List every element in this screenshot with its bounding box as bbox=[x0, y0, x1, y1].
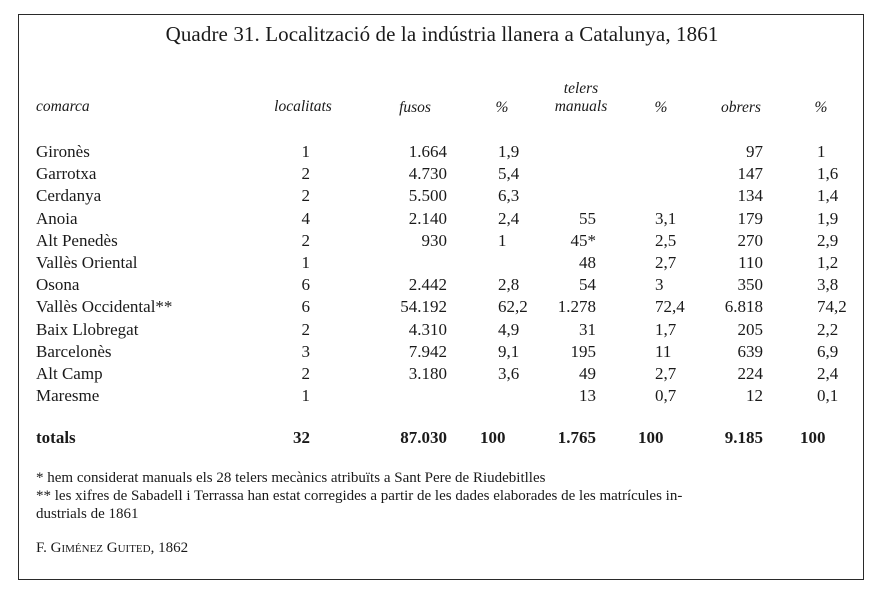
totals-label: totals bbox=[36, 428, 76, 447]
cell-localitats: 6 bbox=[301, 275, 310, 294]
cell-comarca: Vallès Oriental bbox=[36, 253, 138, 272]
cell-obrers: 350 bbox=[737, 275, 763, 294]
header-telers-line1: telers bbox=[563, 80, 599, 97]
cell-comarca: Cerdanya bbox=[36, 186, 102, 205]
header-obrers: obrers bbox=[721, 99, 761, 116]
totals-pct-fusos: 100 bbox=[480, 428, 506, 447]
cell-pct-obrers: 1,4 bbox=[817, 186, 839, 205]
footnote-2-line2: dustrials de 1861 bbox=[36, 506, 139, 522]
cell-pct-fusos: 6,3 bbox=[498, 186, 520, 205]
cell-localitats: 2 bbox=[301, 186, 310, 205]
cell-pct-telers: 3,1 bbox=[655, 209, 677, 228]
cell-localitats: 1 bbox=[301, 386, 310, 405]
cell-pct-obrers: 6,9 bbox=[817, 342, 839, 361]
cell-pct-obrers: 74,2 bbox=[817, 297, 847, 316]
cell-pct-fusos: 1 bbox=[498, 231, 507, 250]
cell-obrers: 134 bbox=[737, 186, 763, 205]
cell-comarca: Alt Penedès bbox=[36, 231, 118, 250]
cell-pct-telers: 0,7 bbox=[655, 386, 677, 405]
cell-fusos: 2.140 bbox=[408, 209, 447, 228]
cell-pct-obrers: 2,2 bbox=[817, 320, 839, 339]
totals-pct-telers: 100 bbox=[638, 428, 664, 447]
cell-telers: 48 bbox=[579, 253, 596, 272]
cell-comarca: Osona bbox=[36, 275, 80, 294]
cell-pct-fusos: 3,6 bbox=[498, 364, 520, 383]
cell-localitats: 6 bbox=[301, 297, 310, 316]
cell-fusos: 2.442 bbox=[408, 275, 447, 294]
cell-fusos: 930 bbox=[421, 231, 447, 250]
cell-localitats: 2 bbox=[301, 231, 310, 250]
cell-pct-fusos: 2,4 bbox=[498, 209, 520, 228]
cell-localitats: 1 bbox=[301, 253, 310, 272]
footnote-2-line1: ** les xifres de Sabadell i Terrassa han estat corregides a partir de les dades elaborades de les matrícules in- bbox=[36, 488, 683, 504]
cell-fusos: 4.730 bbox=[408, 164, 447, 183]
cell-comarca: Vallès Occidental** bbox=[36, 297, 173, 316]
totals-pct-obrers: 100 bbox=[800, 428, 826, 447]
cell-pct-telers: 72,4 bbox=[655, 297, 685, 316]
cell-localitats: 4 bbox=[301, 209, 310, 228]
cell-localitats: 1 bbox=[301, 142, 310, 161]
totals-obrers: 9.185 bbox=[724, 428, 763, 447]
cell-pct-obrers: 0,1 bbox=[817, 386, 839, 405]
cell-obrers: 97 bbox=[746, 142, 763, 161]
header-pct-telers: % bbox=[654, 99, 668, 116]
cell-obrers: 179 bbox=[737, 209, 763, 228]
cell-telers: 54 bbox=[579, 275, 596, 294]
cell-pct-fusos: 1,9 bbox=[498, 142, 520, 161]
footnote-1: * hem considerat manuals els 28 telers mecànics atribuïts a Sant Pere de Riudebitlles bbox=[36, 470, 546, 486]
cell-pct-fusos: 4,9 bbox=[498, 320, 520, 339]
cell-pct-fusos: 9,1 bbox=[498, 342, 520, 361]
cell-fusos: 5.500 bbox=[408, 186, 447, 205]
cell-comarca: Baix Llobregat bbox=[36, 320, 139, 339]
cell-obrers: 639 bbox=[737, 342, 763, 361]
cell-comarca: Anoia bbox=[36, 209, 78, 228]
source-citation: F. Giménez Guited, 1862 bbox=[36, 540, 189, 556]
header-fusos: fusos bbox=[399, 99, 431, 116]
cell-pct-telers: 2,5 bbox=[655, 231, 677, 250]
cell-pct-obrers: 3,8 bbox=[817, 275, 839, 294]
header-pct-obrers: % bbox=[814, 99, 828, 116]
cell-obrers: 12 bbox=[746, 386, 763, 405]
cell-pct-obrers: 1,6 bbox=[817, 164, 839, 183]
cell-obrers: 147 bbox=[737, 164, 763, 183]
cell-comarca: Gironès bbox=[36, 142, 90, 161]
cell-telers: 13 bbox=[579, 386, 596, 405]
cell-telers: 45* bbox=[570, 231, 596, 250]
cell-pct-telers: 2,7 bbox=[655, 364, 677, 383]
cell-pct-fusos: 62,2 bbox=[498, 297, 528, 316]
table-title: Quadre 31. Localització de la indústria llanera a Catalunya, 1861 bbox=[165, 22, 719, 46]
totals-fusos: 87.030 bbox=[400, 428, 447, 447]
cell-obrers: 205 bbox=[737, 320, 763, 339]
totals-localitats: 32 bbox=[293, 428, 310, 447]
cell-obrers: 110 bbox=[738, 253, 763, 272]
cell-telers: 195 bbox=[570, 342, 596, 361]
cell-obrers: 270 bbox=[737, 231, 763, 250]
cell-comarca: Alt Camp bbox=[36, 364, 103, 383]
cell-obrers: 224 bbox=[737, 364, 763, 383]
cell-fusos: 7.942 bbox=[408, 342, 447, 361]
cell-comarca: Garrotxa bbox=[36, 164, 97, 183]
cell-localitats: 2 bbox=[301, 320, 310, 339]
cell-comarca: Maresme bbox=[36, 386, 100, 405]
cell-obrers: 6.818 bbox=[724, 297, 763, 316]
cell-pct-obrers: 1 bbox=[817, 142, 826, 161]
cell-pct-obrers: 2,4 bbox=[817, 364, 839, 383]
header-comarca: comarca bbox=[36, 98, 90, 115]
cell-pct-telers: 11 bbox=[655, 342, 672, 361]
cell-telers: 31 bbox=[579, 320, 596, 339]
cell-fusos: 4.310 bbox=[408, 320, 447, 339]
cell-pct-telers: 3 bbox=[655, 275, 664, 294]
cell-telers: 49 bbox=[579, 364, 596, 383]
cell-pct-fusos: 2,8 bbox=[498, 275, 520, 294]
cell-pct-obrers: 1,9 bbox=[817, 209, 839, 228]
header-localitats: localitats bbox=[274, 98, 332, 115]
cell-telers: 1.278 bbox=[557, 297, 596, 316]
totals-telers: 1.765 bbox=[557, 428, 596, 447]
cell-fusos: 3.180 bbox=[408, 364, 447, 383]
cell-pct-obrers: 1,2 bbox=[817, 253, 839, 272]
cell-comarca: Barcelonès bbox=[36, 342, 112, 361]
cell-pct-fusos: 5,4 bbox=[498, 164, 520, 183]
cell-pct-telers: 1,7 bbox=[655, 320, 677, 339]
cell-fusos: 54.192 bbox=[400, 297, 447, 316]
cell-pct-telers: 2,7 bbox=[655, 253, 677, 272]
header-telers-line2: manuals bbox=[554, 98, 608, 115]
cell-localitats: 2 bbox=[301, 364, 310, 383]
cell-pct-obrers: 2,9 bbox=[817, 231, 839, 250]
cell-fusos: 1.664 bbox=[408, 142, 447, 161]
cell-localitats: 2 bbox=[301, 164, 310, 183]
cell-telers: 55 bbox=[579, 209, 596, 228]
header-pct-fusos: % bbox=[495, 99, 509, 116]
cell-localitats: 3 bbox=[301, 342, 310, 361]
